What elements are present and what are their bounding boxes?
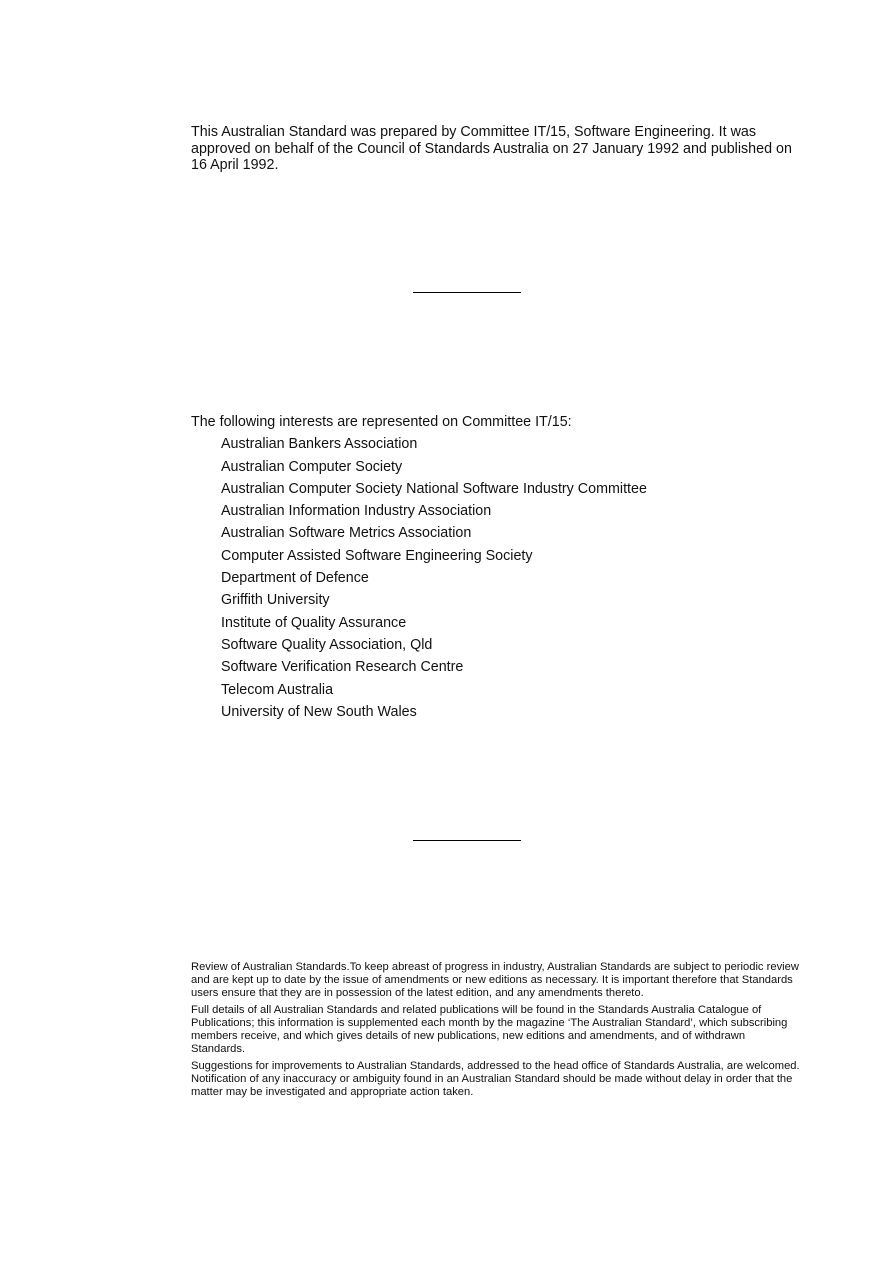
committee-member: University of New South Wales	[221, 703, 417, 720]
publications-note: Full details of all Australian Standards and related publications will be found in the Standards Australia Catalogue of Publications; this information is supplemented each month by the magazine ‘The Australian Standard’, which subscribing members receive, and which gives details of new publications, new editions and amendments, and of withdrawn Standards.	[191, 1004, 788, 1055]
committee-section	[191, 413, 811, 725]
committee-member: Australian Computer Society National Software Industry Committee	[221, 480, 647, 497]
committee-member: Telecom Australia	[221, 681, 334, 698]
committee-member: Australian Software Metrics Association	[221, 525, 472, 542]
committee-member: Software Verification Research Centre	[221, 659, 464, 676]
committee-member: Australian Computer Society	[221, 458, 403, 475]
section-divider	[413, 292, 521, 293]
committee-member-list	[221, 435, 811, 721]
committee-member: Computer Assisted Software Engineering Society	[221, 547, 533, 564]
committee-member: Australian Bankers Association	[221, 436, 418, 453]
preparation-statement: This Australian Standard was prepared by Committee IT/15, Software Engineering. It was approved on behalf of the Council of Standards Australia on 27 January 1992 and published on 16 April 1992.	[191, 124, 792, 173]
section-divider	[413, 840, 521, 841]
review-note: Review of Australian Standards.To keep abreast of progress in industry, Australian Standards are subject to periodic review and are kept up to date by the issue of amendments or new editions as necessary. It is important therefore that Standards users ensure that they are in possession of the latest edition, and any amendments thereto.	[191, 961, 799, 999]
committee-intro: The following interests are represented on Committee IT/15:	[191, 414, 572, 430]
committee-member: Griffith University	[221, 592, 330, 609]
committee-member: Australian Information Industry Association	[221, 503, 492, 520]
committee-member: Software Quality Association, Qld	[221, 636, 433, 653]
committee-member: Institute of Quality Assurance	[221, 614, 407, 631]
standards-notes	[191, 961, 801, 1103]
committee-member: Department of Defence	[221, 570, 369, 587]
suggestions-note: Suggestions for improvements to Australian Standards, addressed to the head office of Standards Australia, are welcomed. Notification of any inaccuracy or ambiguity found in an Australian Standard should be made without delay in order that the matter may be investigated and appropriate action taken.	[191, 1060, 800, 1098]
